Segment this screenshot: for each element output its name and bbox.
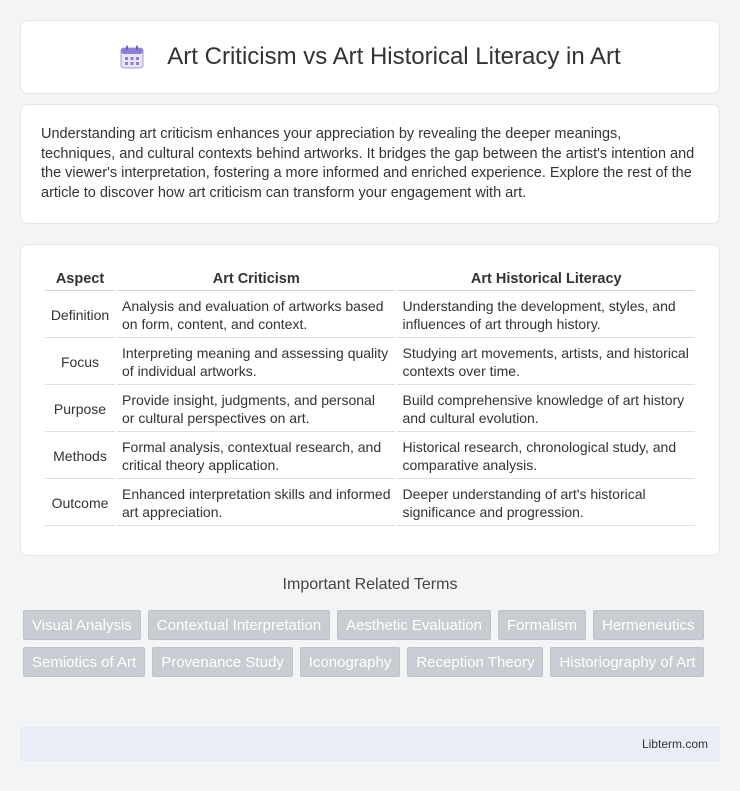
intro-card [20,104,720,224]
row-criticism: Provide insight, judgments, and personal or cultural perspectives on art. [117,387,395,432]
tag-visual-analysis[interactable]: Visual Analysis [23,610,141,640]
comparison-card [20,244,720,556]
row-criticism: Analysis and evaluation of artworks based on form, content, and context. [117,293,395,338]
table-row [45,293,695,338]
tag-provenance-study[interactable]: Provenance Study [152,647,293,677]
related-terms-title: Important Related Terms [282,576,458,593]
intro-text: Understanding art criticism enhances your appreciation by revealing the deeper meanings, techniques, and cultural contexts behind artworks. It bridges the gap between the artist's intention and the viewer's interpretation, fostering a more informed and enriched experience. Explore the rest of the article to discover how art criticism can transform your engagement with art. [41,126,695,201]
table-header-row [45,267,695,291]
header-aspect: Aspect [45,267,115,291]
related-terms-list [23,610,723,684]
row-literacy: Studying art movements, artists, and historical contexts over time. [397,340,695,385]
tag-iconography[interactable]: Iconography [300,647,401,677]
tag-hermeneutics[interactable]: Hermeneutics [593,610,704,640]
row-aspect: Outcome [45,481,115,526]
row-aspect: Definition [45,293,115,338]
row-criticism: Formal analysis, contextual research, and critical theory application. [117,434,395,479]
tag-reception-theory[interactable]: Reception Theory [407,647,543,677]
table-row [45,481,695,526]
page-title: Art Criticism vs Art Historical Literacy in Art [167,43,621,70]
comparison-table [43,265,697,528]
calendar-icon [119,44,145,70]
table-row [45,340,695,385]
row-criticism: Interpreting meaning and assessing quality of individual artworks. [117,340,395,385]
row-aspect: Purpose [45,387,115,432]
tag-semiotics-of-art[interactable]: Semiotics of Art [23,647,145,677]
footer [20,727,720,761]
row-aspect: Methods [45,434,115,479]
row-literacy: Understanding the development, styles, and influences of art through history. [397,293,695,338]
tag-formalism[interactable]: Formalism [498,610,586,640]
row-criticism: Enhanced interpretation skills and informed art appreciation. [117,481,395,526]
table-row [45,434,695,479]
tag-historiography-of-art[interactable]: Historiography of Art [550,647,704,677]
header-art-criticism: Art Criticism [117,267,395,291]
header-art-historical-literacy: Art Historical Literacy [397,267,695,291]
header-card [20,20,720,94]
table-row [45,387,695,432]
tag-contextual-interpretation[interactable]: Contextual Interpretation [148,610,330,640]
row-literacy: Build comprehensive knowledge of art history and cultural evolution. [397,387,695,432]
tag-aesthetic-evaluation[interactable]: Aesthetic Evaluation [337,610,491,640]
row-aspect: Focus [45,340,115,385]
row-literacy: Deeper understanding of art's historical significance and progression. [397,481,695,526]
row-literacy: Historical research, chronological study, and comparative analysis. [397,434,695,479]
footer-site-link[interactable]: Libterm.com [641,737,708,751]
